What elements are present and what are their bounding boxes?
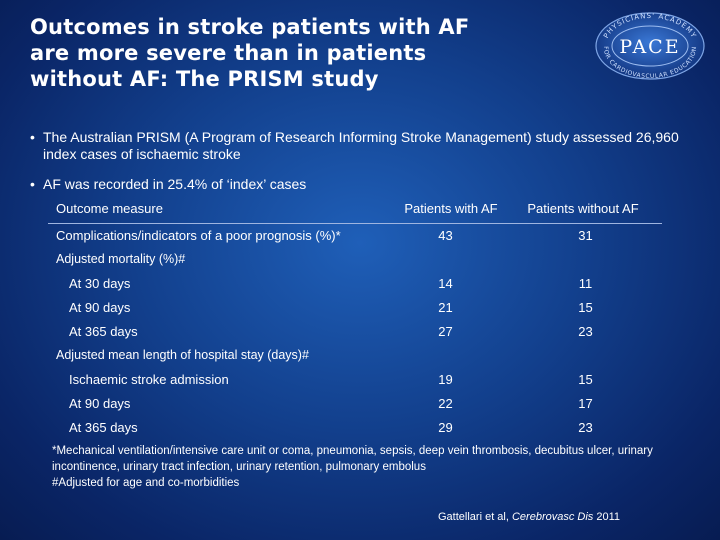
table-section-row	[48, 250, 662, 270]
row-label: At 365 days	[69, 324, 138, 339]
value-with-af: 19	[438, 372, 453, 387]
citation-year: 2011	[596, 511, 621, 523]
row-label: Complications/indicators of a poor prognosis (%)*	[56, 228, 341, 243]
citation	[438, 511, 620, 523]
value-without-af: 31	[578, 228, 593, 243]
citation-authors: Gattellari et al,	[438, 511, 509, 523]
footnote-complications: *Mechanical ventilation/intensive care unit or coma, pneumonia, sepsis, deep vein thrombosis, decubitus ulcer, urinary incontinence, urinary tract infection, urinary retention, pulmonary embolus	[52, 445, 653, 473]
title-line-3: without AF: The PRISM study	[30, 67, 379, 91]
value-with-af: 14	[438, 276, 453, 291]
title-line-2: are more severe than in patients	[30, 41, 427, 65]
table-row	[48, 274, 662, 294]
value-without-af: 11	[578, 276, 593, 291]
section-label: Adjusted mortality (%)#	[56, 252, 186, 266]
bullet-study: • The Australian PRISM (A Program of Research Informing Stroke Management) study assessed 26,960 index cases of ischaemic stroke	[30, 129, 690, 163]
value-with-af: 22	[438, 396, 453, 411]
citation-journal: Cerebrovasc Dis	[511, 511, 594, 523]
value-with-af: 43	[438, 228, 453, 243]
section-label: Adjusted mean length of hospital stay (days)#	[56, 348, 309, 362]
logo-bottom-text: FOR CARDIOVASCULAR EDUCATION	[601, 46, 699, 80]
slide-title	[30, 14, 550, 92]
row-label: At 90 days	[69, 300, 131, 315]
footnotes	[52, 443, 692, 491]
header-patients-without-af: Patients without AF	[527, 201, 639, 216]
table-row	[48, 298, 662, 318]
row-label: At 30 days	[69, 276, 131, 291]
table-header	[48, 193, 662, 224]
table-row	[48, 418, 662, 438]
logo-arc-text: PHYSICIANS' ACADEMY	[602, 11, 698, 40]
bullet-af-rate: • AF was recorded in 25.4% of ‘index’ cases	[30, 176, 690, 193]
value-without-af: 17	[578, 396, 593, 411]
table-row	[48, 394, 662, 414]
header-patients-with-af: Patients with AF	[404, 201, 498, 216]
title-line-1: Outcomes in stroke patients with AF	[30, 15, 470, 39]
row-label: Ischaemic stroke admission	[69, 372, 229, 387]
value-without-af: 15	[578, 300, 593, 315]
table-row	[48, 370, 662, 390]
value-with-af: 27	[438, 324, 453, 339]
pace-logo	[592, 10, 707, 80]
value-without-af: 15	[578, 372, 593, 387]
table-row	[48, 226, 662, 246]
value-with-af: 29	[438, 420, 453, 435]
table-row	[48, 322, 662, 342]
row-label: At 365 days	[69, 420, 138, 435]
footnote-adjusted: #Adjusted for age and co-morbidities	[52, 477, 240, 489]
header-outcome-measure: Outcome measure	[56, 201, 163, 216]
table-section-row	[48, 346, 662, 366]
row-label: At 90 days	[69, 396, 131, 411]
value-without-af: 23	[578, 324, 593, 339]
logo-word: PACE	[619, 36, 681, 58]
value-without-af: 23	[578, 420, 593, 435]
value-with-af: 21	[438, 300, 453, 315]
